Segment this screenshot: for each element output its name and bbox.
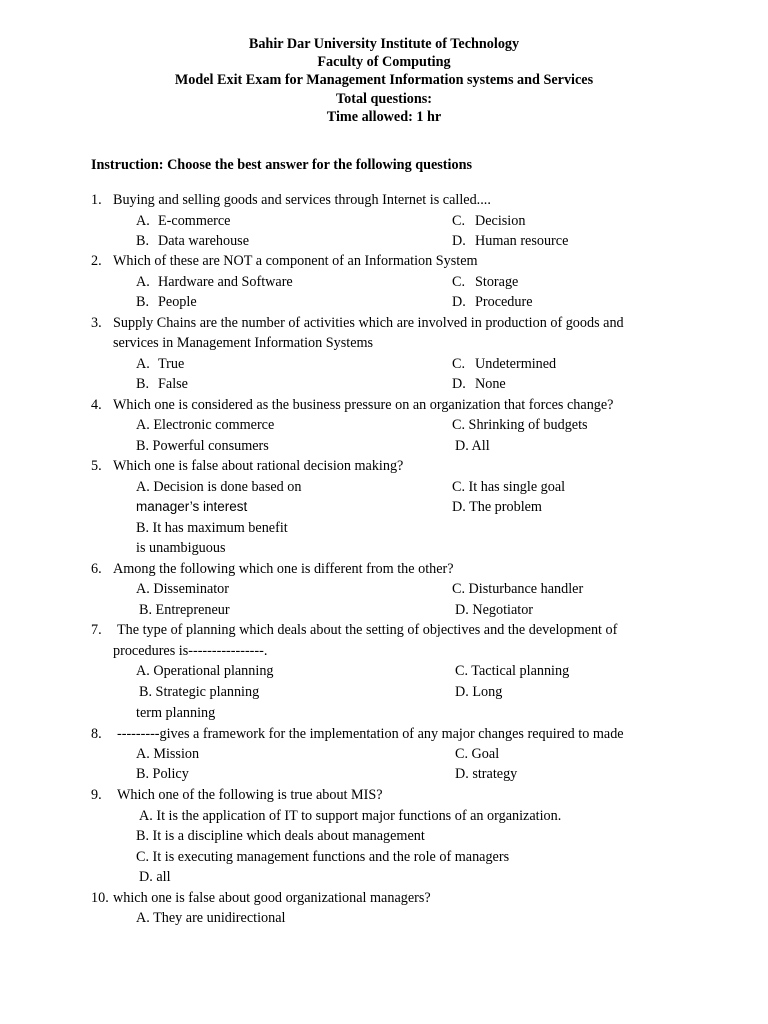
question-text: Among the following which one is different from the other? xyxy=(113,561,454,577)
question-text: services in Management Information Systems xyxy=(113,335,374,351)
exam-title: Model Exit Exam for Management Information systems and Services xyxy=(174,72,594,89)
option-letter: B. xyxy=(136,294,150,310)
option-c: C. Disturbance handler xyxy=(452,581,584,597)
option-c: C. Tactical planning xyxy=(455,663,570,679)
option-letter: D. xyxy=(452,376,466,392)
option-d: D. all xyxy=(139,869,171,885)
option-d: D. Negotiator xyxy=(455,602,534,618)
university-name: Bahir Dar University Institute of Technology xyxy=(248,36,520,52)
option-c: Decision xyxy=(475,213,526,229)
instruction: Instruction: Choose the best answer for the following questions xyxy=(91,157,472,173)
question-number: 5. xyxy=(91,458,102,474)
option-a: Hardware and Software xyxy=(158,274,293,290)
option-letter: C. xyxy=(452,274,466,290)
option-a: A. Mission xyxy=(136,746,200,762)
question-number: 9. xyxy=(91,787,102,803)
question-number: 2. xyxy=(91,253,102,269)
option-letter: B. xyxy=(136,233,150,249)
option-b: False xyxy=(158,376,188,392)
option-b: B. Entrepreneur xyxy=(139,602,230,618)
option-d: None xyxy=(475,376,506,392)
option-d: D. Long xyxy=(455,684,503,700)
question-text: Which of these are NOT a component of an Information System xyxy=(113,253,478,269)
option-c: Storage xyxy=(475,274,519,290)
option-letter: A. xyxy=(136,274,150,290)
question-text: Buying and selling goods and services through Internet is called.... xyxy=(113,192,491,208)
option-d: D. All xyxy=(455,438,490,454)
option-a: A. It is the application of IT to support major functions of an organization. xyxy=(139,808,562,824)
option-a: A. Decision is done based on xyxy=(136,479,302,495)
option-letter: A. xyxy=(136,213,150,229)
option-letter: C. xyxy=(452,213,466,229)
option-a: A. Operational planning xyxy=(136,663,274,679)
question-number: 7. xyxy=(91,622,102,638)
option-d: D. strategy xyxy=(455,766,518,782)
option-letter: B. xyxy=(136,376,150,392)
question-text: Supply Chains are the number of activities which are involved in production of goods and xyxy=(113,315,624,331)
option-a: E-commerce xyxy=(158,213,231,229)
total-questions: Total questions: xyxy=(335,90,433,107)
exam-header xyxy=(0,35,768,126)
option-letter: D. xyxy=(452,233,466,249)
option-b: B. Policy xyxy=(136,766,189,782)
question-text: Which one is false about rational decision making? xyxy=(113,458,404,474)
question-number: 3. xyxy=(91,315,102,331)
option-letter: A. xyxy=(136,356,150,372)
option-b: People xyxy=(158,294,197,310)
question-text: The type of planning which deals about the setting of objectives and the development of xyxy=(117,622,618,638)
option-c: C. Shrinking of budgets xyxy=(452,417,588,433)
question-text: Which one of the following is true about MIS? xyxy=(117,787,383,803)
question-number: 10. xyxy=(91,890,109,906)
question-number: 8. xyxy=(91,726,102,742)
question-number: 1. xyxy=(91,192,102,208)
option-b: B. Strategic planning xyxy=(139,684,260,700)
question-text: which one is false about good organizational managers? xyxy=(113,890,431,906)
option-a: A. Disseminator xyxy=(136,581,229,597)
question-number: 4. xyxy=(91,397,102,413)
option-b: B. Powerful consumers xyxy=(136,438,269,454)
faculty-name: Faculty of Computing xyxy=(317,54,451,71)
option-c: C. It is executing management functions and the role of managers xyxy=(136,849,510,865)
option-d: Human resource xyxy=(475,233,569,249)
option-a-continued: manager’s interest xyxy=(136,499,248,514)
option-b: Data warehouse xyxy=(158,233,249,249)
option-b: B. It has maximum benefit xyxy=(136,520,288,536)
question-text: ---------gives a framework for the implementation of any major changes required to made xyxy=(117,726,624,742)
question-text: procedures is----------------. xyxy=(113,643,268,659)
option-b: B. It is a discipline which deals about management xyxy=(136,828,425,844)
option-c: C. Goal xyxy=(455,746,500,762)
option-letter: C. xyxy=(452,356,466,372)
option-letter: D. xyxy=(452,294,466,310)
option-b-continued: is unambiguous xyxy=(136,540,226,556)
time-allowed: Time allowed: 1 hr xyxy=(326,108,442,125)
option-d: D. The problem xyxy=(452,499,542,515)
option-a: True xyxy=(158,356,185,372)
option-c: Undetermined xyxy=(475,356,557,372)
question-text: Which one is considered as the business pressure on an organization that forces change? xyxy=(113,397,614,413)
question-number: 6. xyxy=(91,561,102,577)
option-a: A. Electronic commerce xyxy=(136,417,275,433)
option-c: C. It has single goal xyxy=(452,479,566,495)
option-a: A. They are unidirectional xyxy=(136,910,286,926)
option-d-continued: term planning xyxy=(136,705,216,721)
option-d: Procedure xyxy=(475,294,533,310)
